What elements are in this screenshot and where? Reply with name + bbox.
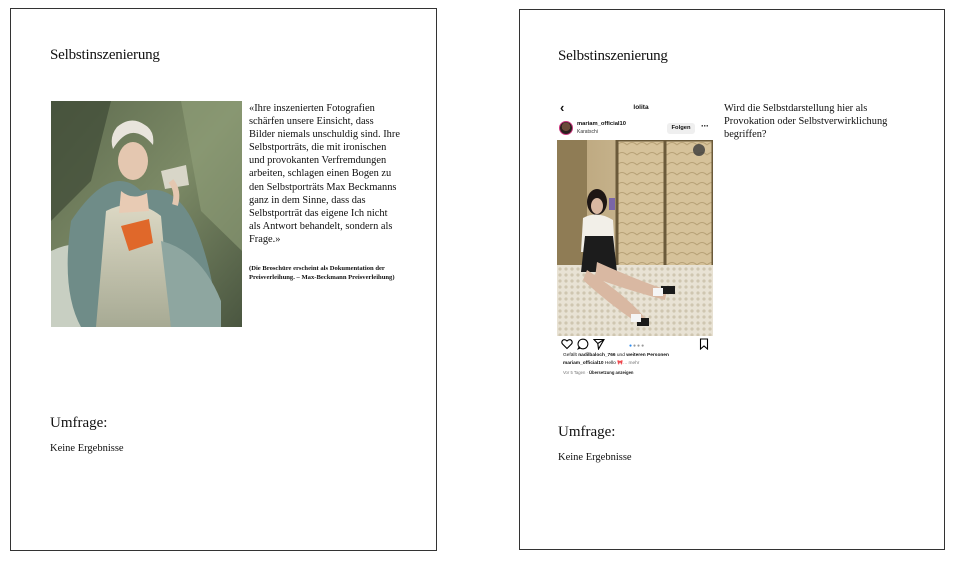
bookmark-icon[interactable] (698, 338, 710, 350)
poll-result: Keine Ergebnisse (50, 443, 124, 454)
ig-likes: Gefällt nadilbaloch_766 und weiteren Personen (563, 353, 669, 358)
slide-title: Selbstinszenierung (558, 48, 668, 64)
ig-action-bar (557, 338, 713, 352)
chevron-left-icon[interactable]: ‹ (560, 100, 565, 115)
slide-2 (519, 9, 945, 550)
quote-text: «Ihre inszenierten Fotografien schärfen unsere Einsicht, dass Bilder niemals unschuldig sind. Ihre Selbstporträts, die mit ironischen und provokanten Verfremdungen arbeiten, schlagen einen Bogen zu den Selbstporträts Max Beckmanns ganz in dem Sinne, dass das Selbstporträt das eigene Ich nicht als Antwort behandelt, sondern als Frage.» (249, 103, 400, 245)
poll-title: Umfrage: (50, 415, 108, 431)
ig-topbar (557, 102, 717, 116)
poll-result: Keine Ergebnisse (558, 452, 632, 463)
ig-post-header (557, 120, 717, 138)
slide-title: Selbstinszenierung (50, 47, 160, 63)
ig-caption: mariam_official10 Hello 🎀... mehr (563, 361, 640, 366)
translate-link[interactable]: Übersetzung anzeigen (589, 370, 634, 375)
slide-1 (10, 8, 437, 551)
follow-button[interactable]: Folgen (667, 123, 695, 134)
more-horizontal-icon[interactable]: ··· (701, 121, 709, 131)
ig-hashtag: lolita (633, 104, 649, 111)
source-note: (Die Broschüre erscheint als Dokumentation der Preisverleihung. – Max-Beckmann Preisverleihung) (249, 265, 395, 281)
ig-post-photo (557, 140, 713, 336)
ig-location[interactable]: Karatschi (577, 129, 598, 135)
poll-title: Umfrage: (558, 424, 616, 440)
self-portrait-photo (51, 101, 242, 327)
question-text: Wird die Selbstdarstellung hier als Provokation oder Selbstverwirklichung begriffen? (724, 103, 888, 141)
ig-timestamp: Vor 5 Tagen · Übersetzung anzeigen (563, 370, 634, 375)
avatar[interactable] (559, 121, 573, 135)
carousel-dots: ●●●● (629, 343, 646, 349)
ig-username[interactable]: mariam_official10 (577, 121, 626, 127)
heart-icon[interactable] (561, 338, 573, 350)
instagram-screenshot (557, 100, 717, 390)
comment-icon[interactable] (577, 338, 589, 350)
send-icon[interactable] (593, 338, 605, 350)
